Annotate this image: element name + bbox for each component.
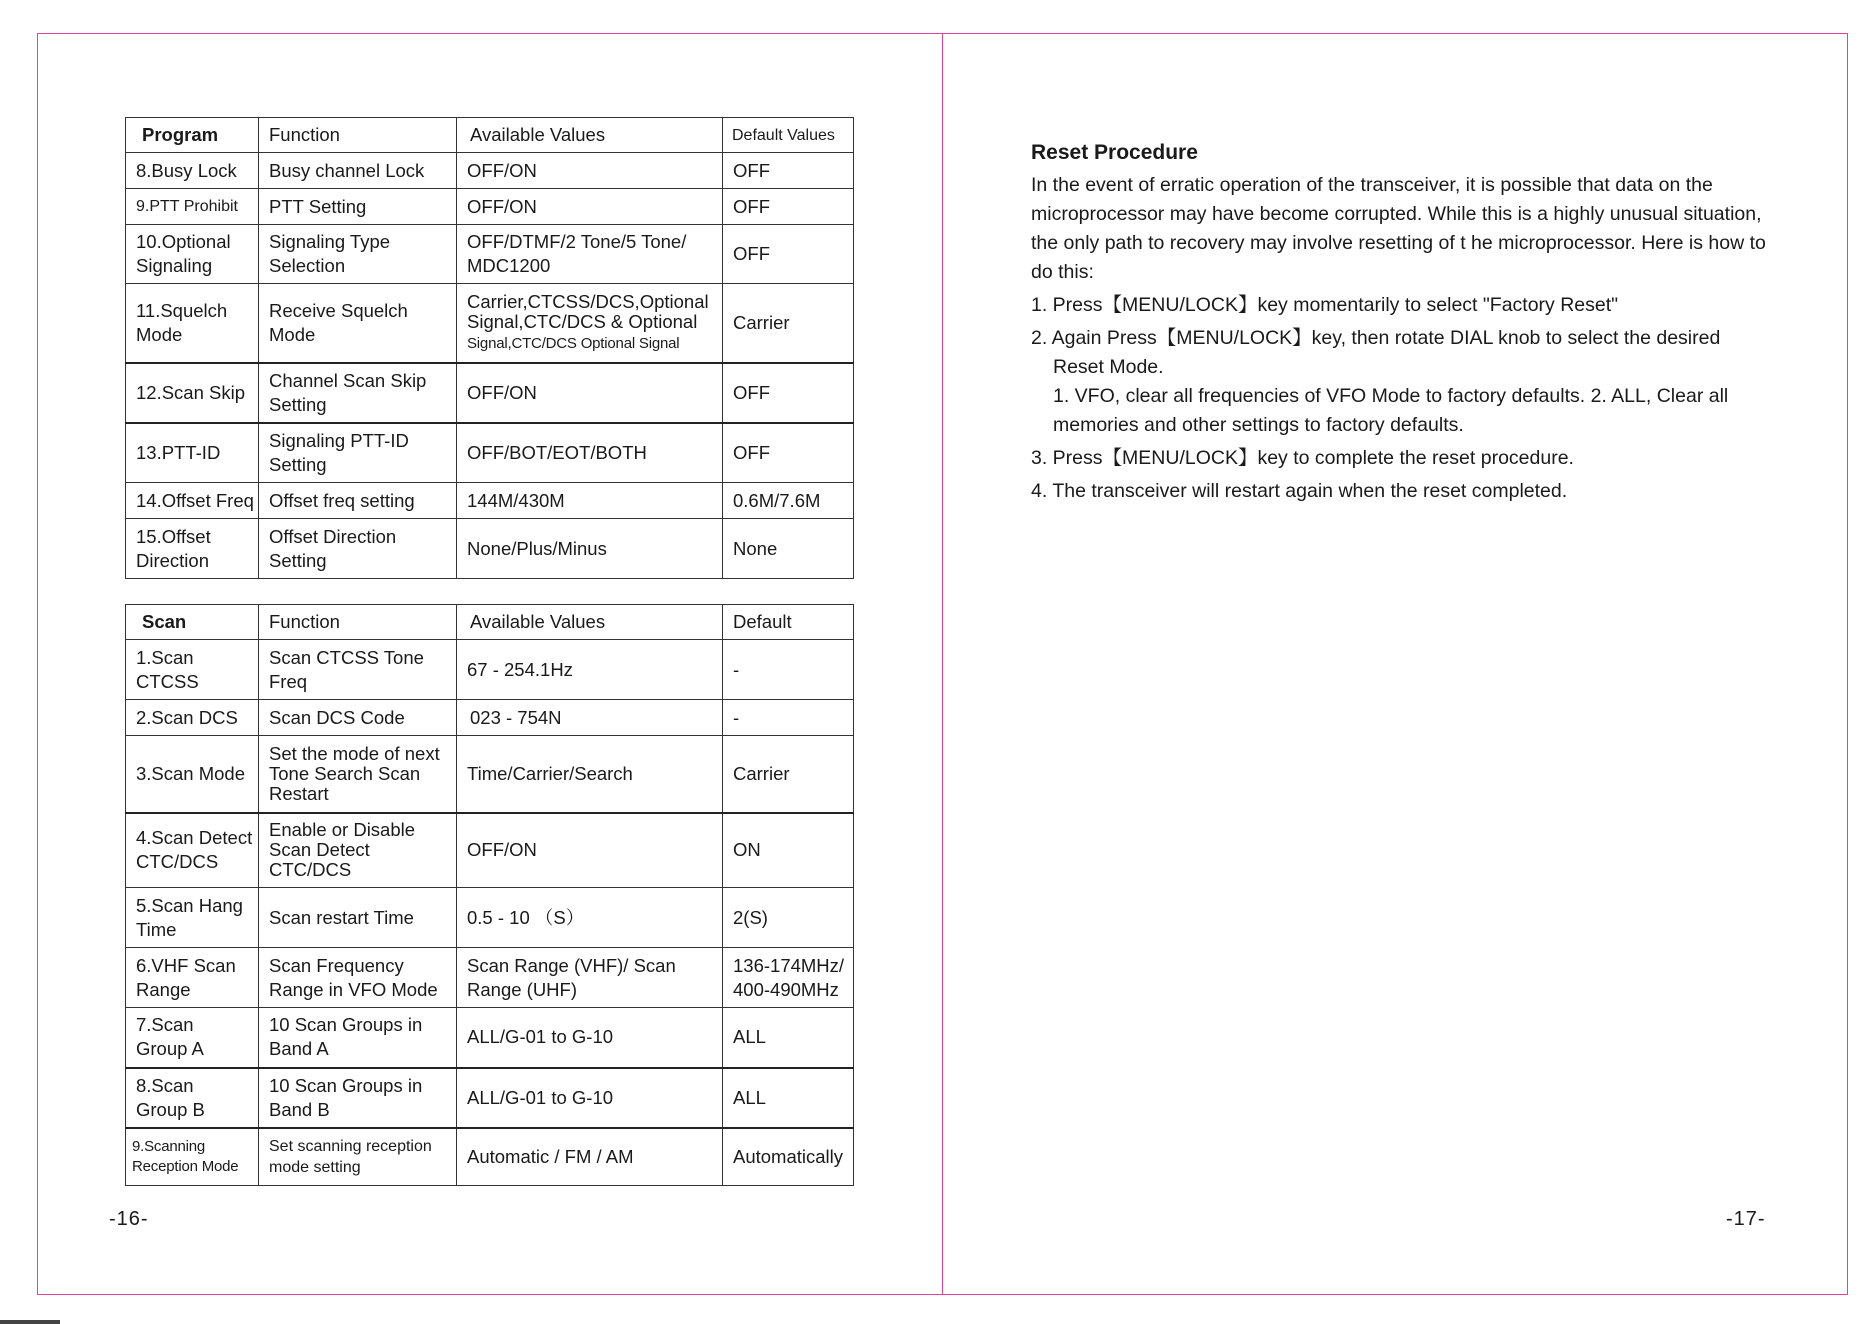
reset-step-2-text: 2. Again Press【MENU/LOCK】key, then rotate DIAL knob to select the desired	[1031, 327, 1721, 349]
values-cell: OFF/ON	[457, 153, 723, 189]
values-line: Carrier,CTCSS/DCS,Optional Signal,CTC/DCS & Optional	[467, 290, 709, 332]
table-row	[126, 736, 854, 813]
header-available-values: Available Values	[457, 605, 723, 640]
program-cell: 1.Scan CTCSS	[126, 640, 259, 700]
values-cell: ALL/G-01 to G-10	[457, 1068, 723, 1128]
header-program: Program	[126, 118, 259, 153]
default-cell: 136-174MHz/ 400-490MHz	[723, 948, 854, 1008]
values-cell	[457, 284, 723, 363]
default-cell: OFF	[723, 225, 854, 284]
program-cell: 12.Scan Skip	[126, 363, 259, 423]
default-cell: ALL	[723, 1008, 854, 1068]
program-settings-table	[125, 117, 854, 579]
reset-step-2-continuation: Reset Mode.	[1053, 356, 1164, 378]
values-cell: None/Plus/Minus	[457, 519, 723, 579]
default-cell: OFF	[723, 153, 854, 189]
program-cell: 6.VHF Scan Range	[126, 948, 259, 1008]
values-cell: OFF/DTMF/2 Tone/5 Tone/ MDC1200	[457, 225, 723, 284]
header-default-values: Default Values	[723, 118, 854, 153]
default-cell: None	[723, 519, 854, 579]
table-row	[126, 284, 854, 363]
header-function: Function	[259, 605, 457, 640]
header-available-values: Available Values	[457, 118, 723, 153]
program-cell: 4.Scan Detect CTC/DCS	[126, 813, 259, 888]
default-cell: OFF	[723, 423, 854, 483]
page-number-left: -16-	[109, 1208, 149, 1230]
table-row	[126, 640, 854, 700]
default-cell: 2(S)	[723, 888, 854, 948]
values-cell: 144M/430M	[457, 483, 723, 519]
reset-title: Reset Procedure	[1031, 141, 1198, 164]
reset-step-2-sub: 1. VFO, clear all frequencies of VFO Mode to factory defaults. 2. ALL, Clear all memories and other settings to factory defaults.	[1053, 385, 1729, 436]
values-cell: OFF/BOT/EOT/BOTH	[457, 423, 723, 483]
header-default: Default	[723, 605, 854, 640]
table-row	[126, 813, 854, 888]
function-cell: Signaling Type Selection	[259, 225, 457, 284]
table-header-row	[126, 605, 854, 640]
program-cell: 8.Scan Group B	[126, 1068, 259, 1128]
table-row	[126, 483, 854, 519]
table-header-row	[126, 118, 854, 153]
table-row	[126, 948, 854, 1008]
default-cell: -	[723, 640, 854, 700]
program-cell: 9.PTT Prohibit	[126, 189, 259, 225]
function-cell: 10 Scan Groups in Band B	[259, 1068, 457, 1128]
function-cell: Scan CTCSS Tone Freq	[259, 640, 457, 700]
function-cell: Scan Frequency Range in VFO Mode	[259, 948, 457, 1008]
function-cell: Receive Squelch Mode	[259, 284, 457, 363]
program-cell: 3.Scan Mode	[126, 736, 259, 813]
reset-step-3: 3. Press【MENU/LOCK】key to complete the reset procedure.	[1031, 447, 1574, 469]
function-cell: Offset Direction Setting	[259, 519, 457, 579]
function-cell: Signaling PTT-ID Setting	[259, 423, 457, 483]
function-cell: Set the mode of next Tone Search Scan Restart	[259, 736, 457, 813]
header-function: Function	[259, 118, 457, 153]
program-cell: 11.Squelch Mode	[126, 284, 259, 363]
program-cell: 8.Busy Lock	[126, 153, 259, 189]
table-row	[126, 225, 854, 284]
program-cell: 14.Offset Freq	[126, 483, 259, 519]
function-cell: Channel Scan Skip Setting	[259, 363, 457, 423]
default-cell: OFF	[723, 363, 854, 423]
table-row	[126, 888, 854, 948]
values-cell: ALL/G-01 to G-10	[457, 1008, 723, 1068]
scan-edge-mark	[0, 1320, 60, 1324]
default-cell: 0.6M/7.6M	[723, 483, 854, 519]
values-cell: 0.5 - 10 （S）	[457, 888, 723, 948]
values-cell: 023 - 754N	[457, 700, 723, 736]
default-cell: Carrier	[723, 284, 854, 363]
table-row	[126, 1008, 854, 1068]
default-cell: ALL	[723, 1068, 854, 1128]
table-row	[126, 153, 854, 189]
program-cell: 5.Scan Hang Time	[126, 888, 259, 948]
default-cell: ON	[723, 813, 854, 888]
table-row	[126, 423, 854, 483]
function-cell: Set scanning reception mode setting	[259, 1128, 457, 1186]
table-row	[126, 1128, 854, 1186]
reset-step-4: 4. The transceiver will restart again when the reset completed.	[1031, 480, 1568, 502]
values-cell: Automatic / FM / AM	[457, 1128, 723, 1186]
reset-step-2	[1031, 324, 1771, 440]
function-cell: Busy channel Lock	[259, 153, 457, 189]
reset-intro: In the event of erratic operation of the transceiver, it is possible that data on the microprocessor may have become corrupted. While this is a highly unusual situation, the only path to recovery may involve resetting of t he microprocessor. Here is how to do this:	[1031, 174, 1766, 283]
table-row	[126, 1068, 854, 1128]
reset-step-1: 1. Press【MENU/LOCK】key momentarily to select "Factory Reset"	[1031, 294, 1619, 316]
table-row	[126, 519, 854, 579]
table-row	[126, 363, 854, 423]
scan-settings-table	[125, 604, 854, 1186]
function-cell: 10 Scan Groups in Band A	[259, 1008, 457, 1068]
values-cell: OFF/ON	[457, 363, 723, 423]
table-row	[126, 189, 854, 225]
function-cell: Scan restart Time	[259, 888, 457, 948]
program-cell: 9.Scanning Reception Mode	[126, 1128, 259, 1186]
default-cell: Carrier	[723, 736, 854, 813]
values-cell: OFF/ON	[457, 813, 723, 888]
page-number-right: -17-	[1726, 1208, 1766, 1230]
values-line-small: Signal,CTC/DCS Optional Signal	[467, 334, 680, 352]
table-row	[126, 700, 854, 736]
default-cell: -	[723, 700, 854, 736]
program-cell: 15.Offset Direction	[126, 519, 259, 579]
values-cell: OFF/ON	[457, 189, 723, 225]
function-cell: PTT Setting	[259, 189, 457, 225]
program-cell: 7.Scan Group A	[126, 1008, 259, 1068]
default-cell: OFF	[723, 189, 854, 225]
values-cell: Scan Range (VHF)/ Scan Range (UHF)	[457, 948, 723, 1008]
program-cell: 2.Scan DCS	[126, 700, 259, 736]
program-cell: 13.PTT-ID	[126, 423, 259, 483]
header-scan: Scan	[126, 605, 259, 640]
program-cell: 10.Optional Signaling	[126, 225, 259, 284]
values-cell: Time/Carrier/Search	[457, 736, 723, 813]
function-cell: Offset freq setting	[259, 483, 457, 519]
default-cell: Automatically	[723, 1128, 854, 1186]
reset-procedure-section	[1031, 138, 1771, 510]
function-cell: Scan DCS Code	[259, 700, 457, 736]
values-cell: 67 - 254.1Hz	[457, 640, 723, 700]
function-cell: Enable or Disable Scan Detect CTC/DCS	[259, 813, 457, 888]
